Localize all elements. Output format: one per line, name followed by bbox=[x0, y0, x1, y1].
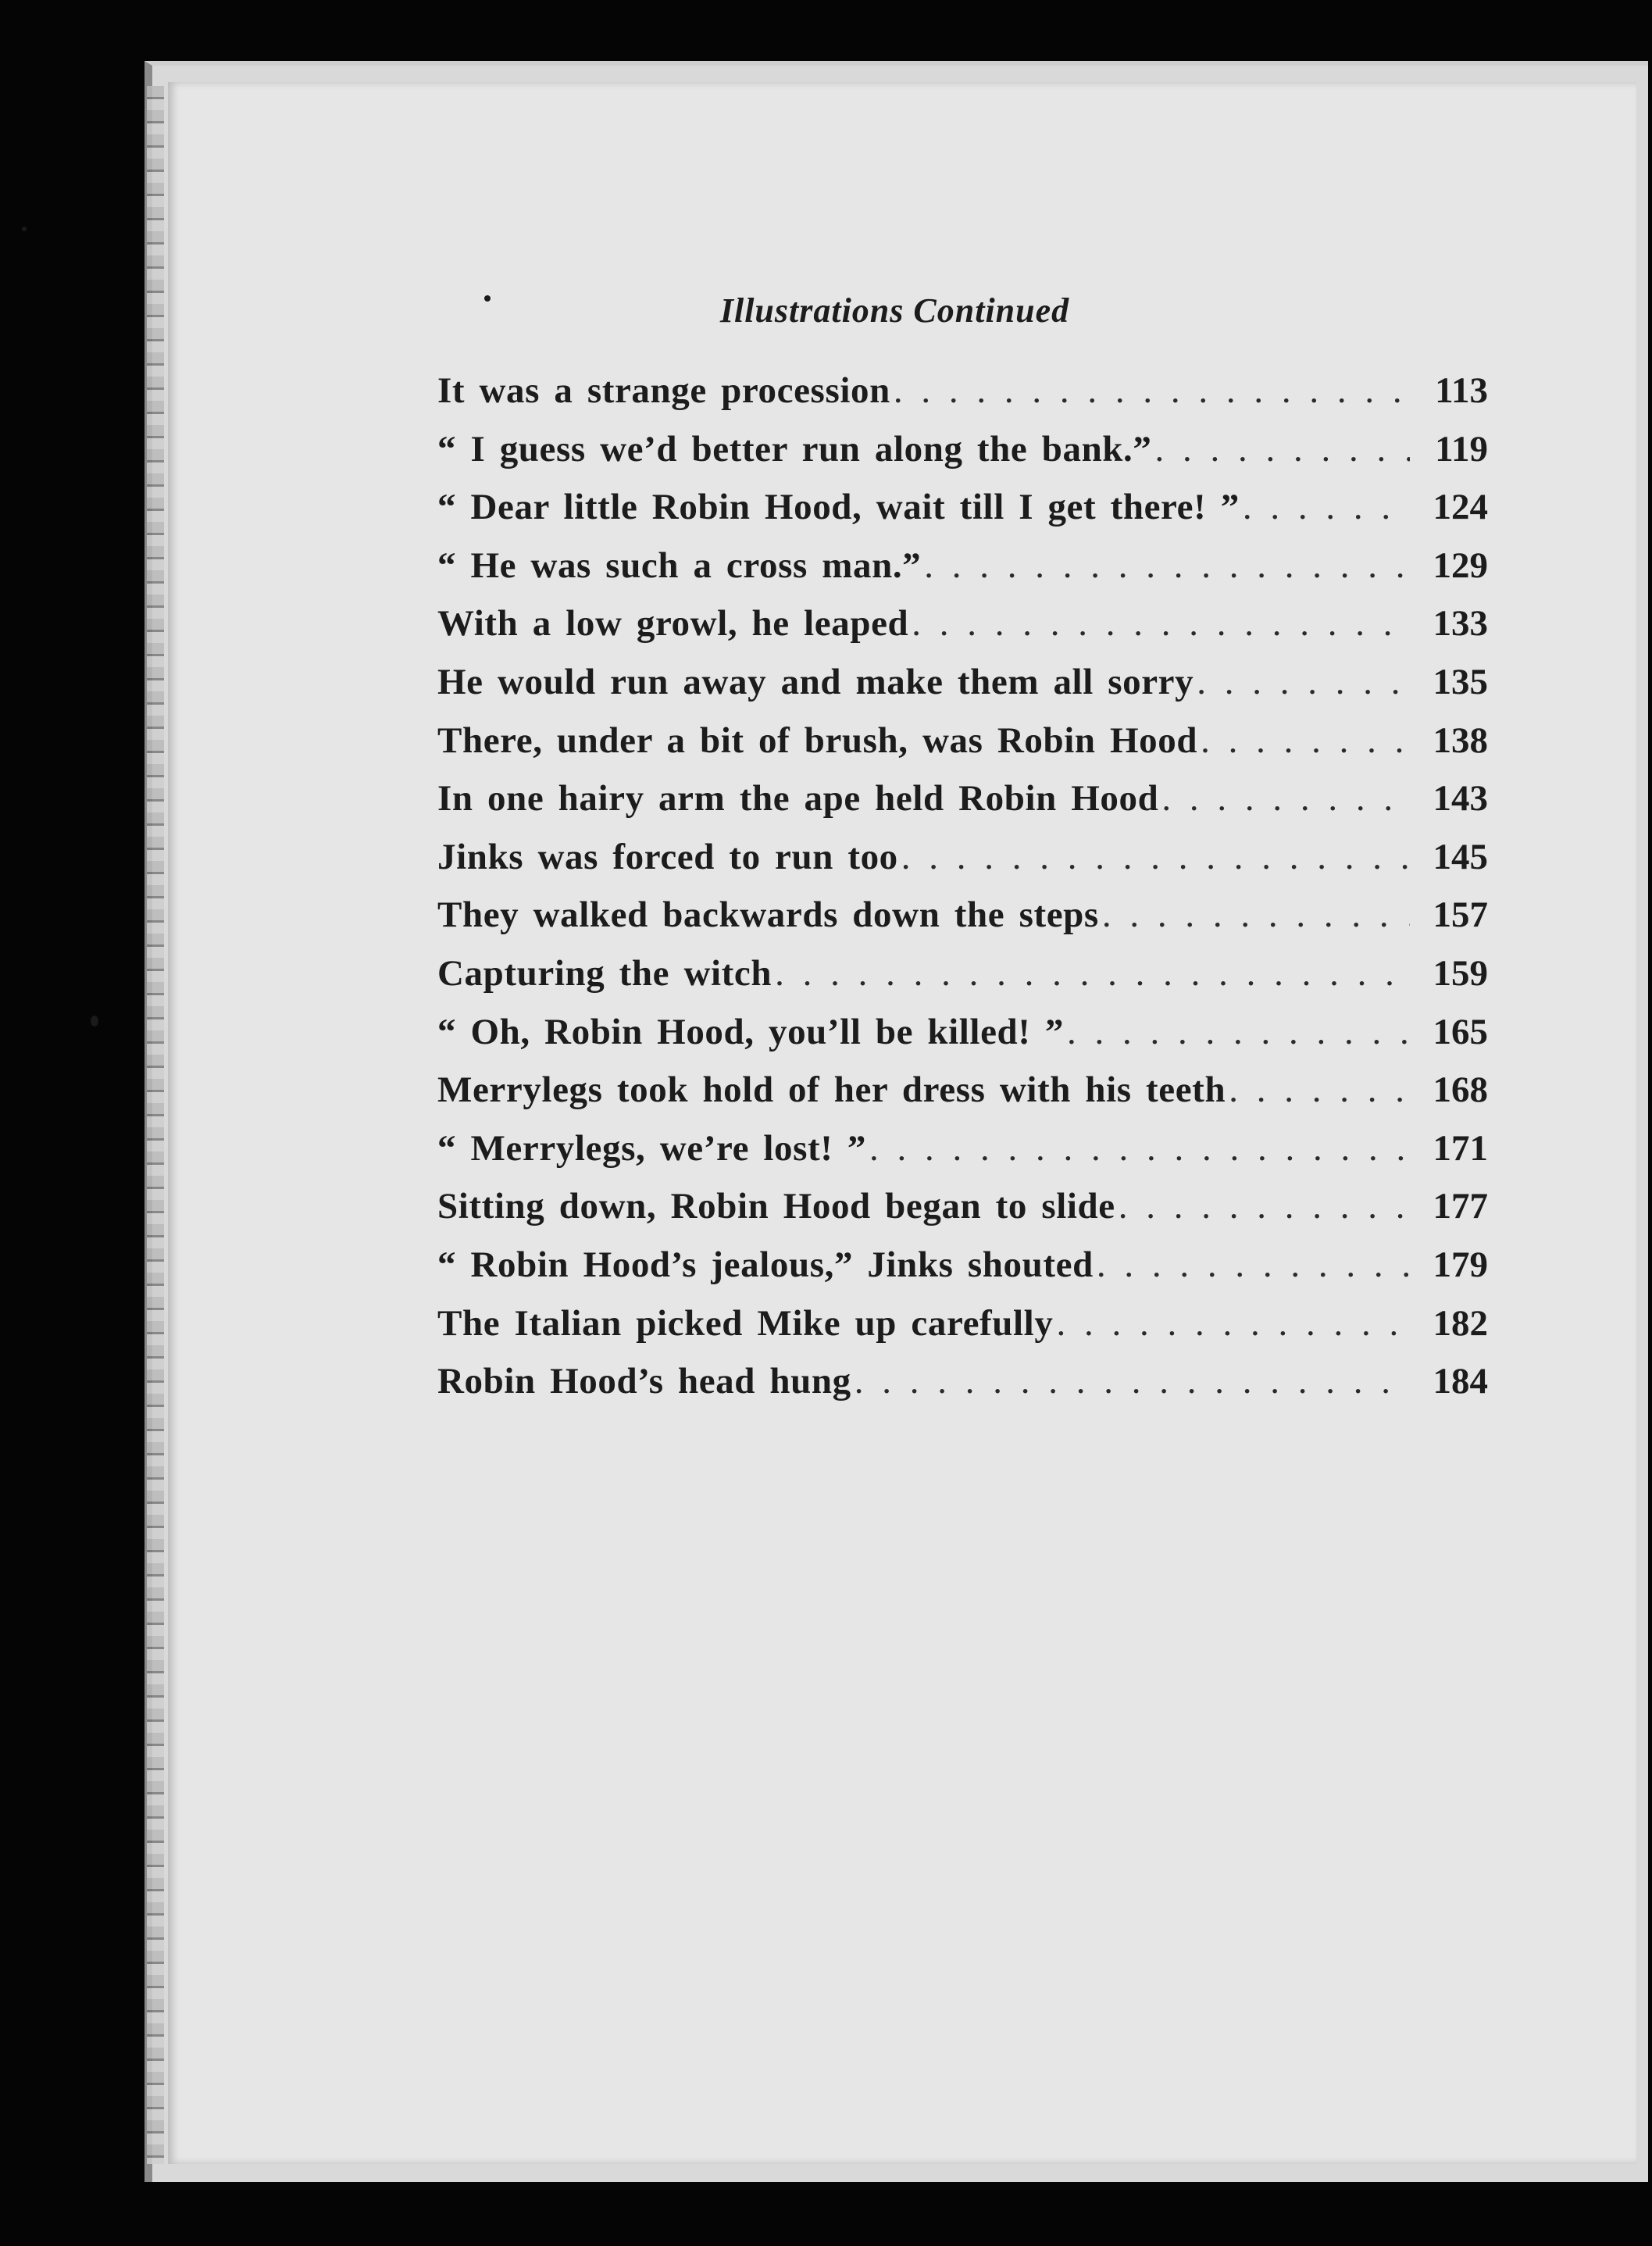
list-item bbox=[437, 1003, 1488, 1062]
entry-caption: There, under a bit of brush, was Robin Hood bbox=[437, 720, 1198, 761]
entry-page-number: 145 bbox=[1433, 836, 1488, 877]
dot-leader bbox=[869, 1119, 1410, 1178]
entry-caption: With a low growl, he leaped bbox=[437, 603, 909, 645]
dot-leader bbox=[1102, 886, 1410, 944]
illustrations-list bbox=[437, 362, 1488, 1411]
list-item bbox=[437, 1061, 1488, 1119]
dot-leader bbox=[894, 362, 1410, 420]
entry-page-number: 133 bbox=[1433, 603, 1488, 645]
entry-page-number: 184 bbox=[1433, 1361, 1488, 1402]
list-item bbox=[437, 712, 1488, 770]
list-item bbox=[437, 537, 1488, 595]
list-item bbox=[437, 1119, 1488, 1178]
dot-leader bbox=[901, 828, 1410, 887]
entry-caption: He would run away and make them all sorry bbox=[437, 661, 1194, 702]
entry-page-number: 143 bbox=[1433, 778, 1488, 819]
ink-speck bbox=[91, 1016, 98, 1027]
entry-page-number: 171 bbox=[1433, 1127, 1488, 1169]
entry-caption: Merrylegs took hold of her dress with his teeth bbox=[437, 1069, 1226, 1111]
entry-page-number: 177 bbox=[1433, 1186, 1488, 1227]
entry-caption: The Italian picked Mike up carefully bbox=[437, 1302, 1054, 1344]
ink-speck bbox=[22, 227, 27, 231]
dot-leader bbox=[1197, 653, 1410, 712]
list-item bbox=[437, 769, 1488, 828]
page-heading: Illustrations Continued bbox=[719, 291, 1070, 330]
dot-leader bbox=[1119, 1177, 1410, 1236]
entry-page-number: 138 bbox=[1433, 720, 1488, 761]
dot-leader bbox=[855, 1352, 1410, 1411]
entry-page-number: 113 bbox=[1435, 370, 1488, 411]
entry-page-number: 124 bbox=[1433, 487, 1488, 528]
entry-page-number: 119 bbox=[1435, 428, 1488, 470]
dot-leader bbox=[775, 944, 1410, 1003]
list-item bbox=[437, 362, 1488, 420]
entry-page-number: 129 bbox=[1433, 545, 1488, 586]
dot-leader bbox=[1056, 1294, 1410, 1353]
list-item bbox=[437, 478, 1488, 537]
binding-edge bbox=[147, 86, 164, 2164]
list-item bbox=[437, 595, 1488, 653]
entry-caption: They walked backwards down the steps bbox=[437, 894, 1099, 936]
entry-caption: “ Oh, Robin Hood, you’ll be killed! ” bbox=[437, 1011, 1064, 1052]
dot-leader bbox=[1243, 478, 1410, 537]
dot-leader bbox=[924, 537, 1410, 595]
list-item bbox=[437, 828, 1488, 887]
dot-leader bbox=[1067, 1003, 1410, 1062]
entry-caption: Capturing the witch bbox=[437, 952, 772, 994]
list-item bbox=[437, 944, 1488, 1003]
entry-caption: In one hairy arm the ape held Robin Hood bbox=[437, 778, 1159, 819]
dot-leader bbox=[1201, 712, 1410, 770]
entry-page-number: 135 bbox=[1433, 661, 1488, 702]
entry-caption: It was a strange procession bbox=[437, 370, 890, 411]
list-item bbox=[437, 1236, 1488, 1294]
dot-leader bbox=[1161, 769, 1410, 828]
entry-page-number: 159 bbox=[1433, 952, 1488, 994]
dot-leader bbox=[1155, 420, 1411, 479]
entry-caption: Robin Hood’s head hung bbox=[437, 1361, 851, 1402]
entry-caption: Sitting down, Robin Hood began to slide bbox=[437, 1186, 1115, 1227]
entry-caption: “ Dear little Robin Hood, wait till I get there! ” bbox=[437, 487, 1240, 528]
entry-page-number: 179 bbox=[1433, 1244, 1488, 1285]
entry-page-number: 168 bbox=[1433, 1069, 1488, 1111]
entry-caption: “ Robin Hood’s jealous,” Jinks shouted bbox=[437, 1244, 1094, 1285]
dot-leader bbox=[912, 595, 1410, 653]
dot-leader bbox=[1097, 1236, 1410, 1294]
list-item bbox=[437, 1294, 1488, 1353]
entry-caption: “ Merrylegs, we’re lost! ” bbox=[437, 1127, 866, 1169]
entry-caption: “ He was such a cross man.” bbox=[437, 545, 922, 586]
entry-page-number: 182 bbox=[1433, 1302, 1488, 1344]
entry-page-number: 165 bbox=[1433, 1011, 1488, 1052]
list-item bbox=[437, 1177, 1488, 1236]
dot-leader bbox=[1229, 1061, 1410, 1119]
list-item bbox=[437, 653, 1488, 712]
entry-page-number: 157 bbox=[1433, 894, 1488, 936]
list-item bbox=[437, 1352, 1488, 1411]
entry-caption: Jinks was forced to run too bbox=[437, 836, 898, 877]
list-item bbox=[437, 420, 1488, 479]
entry-caption: “ I guess we’d better run along the bank.” bbox=[437, 428, 1152, 470]
list-item bbox=[437, 886, 1488, 944]
